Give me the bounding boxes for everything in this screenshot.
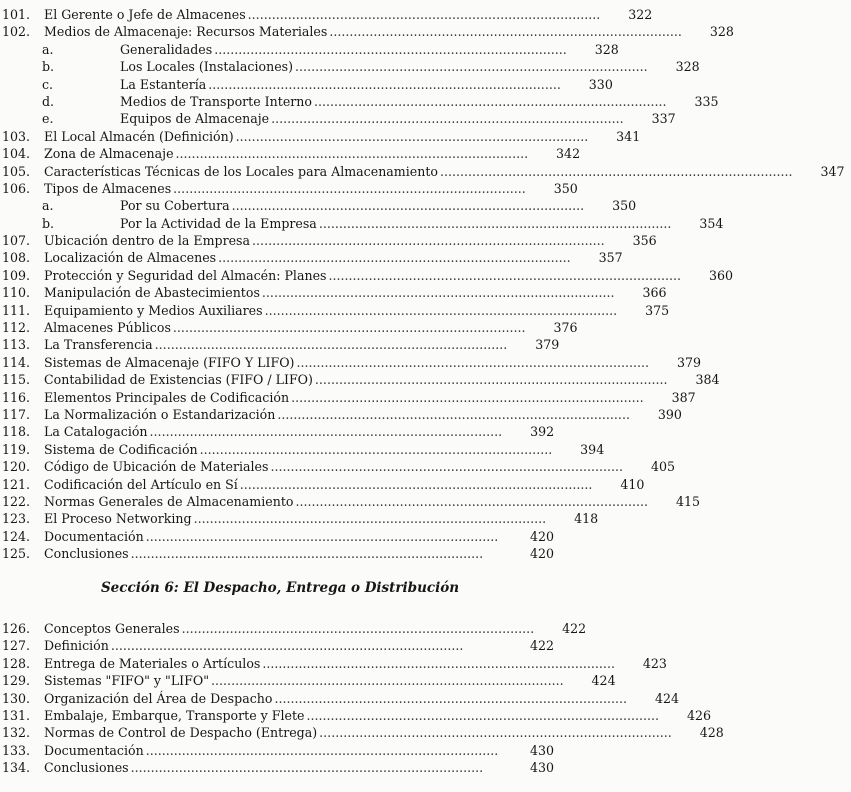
dot-leader bbox=[194, 510, 545, 527]
dot-leader bbox=[131, 759, 500, 776]
toc-entry-number: e. bbox=[42, 111, 54, 127]
dot-leader bbox=[319, 215, 670, 232]
toc-entry-page: 357 bbox=[598, 250, 623, 266]
toc-entry-number: 133. bbox=[2, 742, 31, 758]
toc-entry-number: 108. bbox=[2, 250, 31, 266]
toc-entry-title: Ubicación dentro de la Empresa bbox=[44, 233, 251, 249]
dot-leader bbox=[111, 637, 500, 654]
toc-entry-title: El Local Almacén (Definición) bbox=[44, 128, 234, 144]
toc-entry-page: 350 bbox=[612, 198, 637, 214]
toc-entry-title: Protección y Seguridad del Almacén: Planes bbox=[44, 267, 327, 283]
toc-entry-page: 430 bbox=[529, 760, 554, 776]
dot-leader bbox=[232, 197, 583, 214]
toc-entry-page: 328 bbox=[709, 24, 734, 40]
toc-entry-number: 123. bbox=[2, 511, 31, 527]
toc-entry bbox=[0, 180, 578, 197]
toc-entry-page: 342 bbox=[556, 146, 581, 162]
toc-entry bbox=[0, 249, 623, 266]
toc-subentry bbox=[0, 76, 613, 93]
toc-subentry bbox=[0, 215, 724, 232]
toc-entry-number: 132. bbox=[2, 725, 31, 741]
dot-leader bbox=[146, 528, 500, 545]
toc-entry-number: 115. bbox=[2, 372, 31, 388]
toc-entry-title: La Transferencia bbox=[44, 337, 153, 353]
dot-leader bbox=[315, 371, 666, 388]
dot-leader bbox=[319, 724, 670, 741]
toc-entry-number: 106. bbox=[2, 180, 31, 196]
toc-entry-title: Almacenes Públicos bbox=[44, 320, 171, 336]
toc-entry-page: 392 bbox=[530, 424, 555, 440]
toc-entry-title: Los Locales (Instalaciones) bbox=[120, 59, 294, 75]
toc-entry bbox=[0, 655, 667, 672]
toc-entry-page: 390 bbox=[657, 406, 682, 422]
dot-leader bbox=[176, 145, 527, 162]
toc-entry-page: 376 bbox=[553, 320, 578, 336]
toc-entry-title: Generalidades bbox=[120, 41, 213, 57]
toc-subentry bbox=[0, 41, 619, 58]
toc-subentry bbox=[0, 197, 637, 214]
toc-entry-title: La Normalización o Estandarización bbox=[44, 406, 276, 422]
toc-entry-number: 120. bbox=[2, 459, 31, 475]
toc-entry-page: 420 bbox=[529, 528, 554, 544]
toc-entry bbox=[0, 6, 653, 23]
toc-entry-number: 128. bbox=[2, 655, 31, 671]
dot-leader bbox=[440, 163, 791, 180]
toc-entry-number: 131. bbox=[2, 707, 31, 723]
toc-entry bbox=[0, 232, 657, 249]
toc-entry-page: 384 bbox=[695, 372, 720, 388]
toc-entry bbox=[0, 406, 682, 423]
toc-entry bbox=[0, 336, 560, 353]
toc-entry-number: 107. bbox=[2, 233, 31, 249]
toc-entry-page: 418 bbox=[574, 511, 599, 527]
toc-entry-page: 424 bbox=[591, 673, 616, 689]
toc-entry-number: 111. bbox=[2, 302, 31, 318]
dot-leader bbox=[214, 41, 565, 58]
toc-entry-title: Embalaje, Embarque, Transporte y Flete bbox=[44, 707, 305, 723]
toc-entry-number: 122. bbox=[2, 493, 31, 509]
toc-entry-number: 112. bbox=[2, 320, 31, 336]
toc-entry-number: 105. bbox=[2, 163, 31, 179]
toc-entry-page: 379 bbox=[535, 337, 560, 353]
toc-entry-title: Manipulación de Abastecimientos bbox=[44, 285, 260, 301]
toc-entry bbox=[0, 724, 724, 741]
dot-leader bbox=[211, 672, 562, 689]
dot-leader bbox=[208, 76, 559, 93]
dot-leader bbox=[155, 336, 506, 353]
toc-entry-title: Tipos de Almacenes bbox=[44, 180, 172, 196]
toc-entry-title: Normas Generales de Almacenamiento bbox=[44, 493, 294, 509]
toc-entry bbox=[0, 637, 560, 654]
dot-leader bbox=[146, 742, 500, 759]
toc-entry bbox=[0, 23, 734, 40]
dot-leader bbox=[200, 441, 551, 458]
toc-entry-title: Medios de Transporte Interno bbox=[120, 93, 312, 109]
toc-entry-title: Localización de Almacenes bbox=[44, 250, 217, 266]
toc-entry bbox=[0, 389, 696, 406]
toc-entry-title: La Estantería bbox=[120, 76, 207, 92]
toc-entry-title: Contabilidad de Existencias (FIFO / LIFO) bbox=[44, 372, 313, 388]
toc-entry-page: 366 bbox=[642, 285, 667, 301]
toc-entry-page: 394 bbox=[580, 441, 605, 457]
toc-entry bbox=[0, 545, 560, 562]
section-heading: Sección 6: El Despacho, Entrega o Distribución bbox=[100, 580, 460, 596]
dot-leader bbox=[295, 493, 646, 510]
toc-entry bbox=[0, 672, 616, 689]
toc-entry-title: Entrega de Materiales o Artículos bbox=[44, 655, 261, 671]
toc-entry-page: 423 bbox=[642, 655, 667, 671]
toc-entry bbox=[0, 458, 676, 475]
dot-leader bbox=[277, 406, 628, 423]
toc-entry-title: Características Técnicas de los Locales para Almacenamiento bbox=[44, 163, 438, 179]
toc-entry bbox=[0, 742, 560, 759]
toc-entry-number: 117. bbox=[2, 406, 31, 422]
toc-entry-page: 424 bbox=[654, 690, 680, 706]
toc-entry-number: 102. bbox=[2, 24, 31, 40]
toc-entry-title: Definición bbox=[44, 638, 109, 654]
toc-entry-page: 405 bbox=[650, 459, 676, 475]
toc-entry-page: 410 bbox=[620, 476, 645, 492]
toc-entry-number: 114. bbox=[2, 354, 31, 370]
dot-leader bbox=[270, 458, 621, 475]
toc-entry-page: 354 bbox=[699, 215, 724, 231]
toc-entry bbox=[0, 690, 680, 707]
toc-entry-number: 109. bbox=[2, 267, 31, 283]
toc-entry-title: El Proceso Networking bbox=[44, 511, 192, 527]
dot-leader bbox=[291, 389, 642, 406]
toc-entry-number: 124. bbox=[2, 528, 31, 544]
toc-entry-number: d. bbox=[42, 93, 55, 109]
toc-entry bbox=[0, 128, 641, 145]
toc-entry bbox=[0, 441, 605, 458]
dot-leader bbox=[295, 58, 646, 75]
toc-entry-title: Documentación bbox=[44, 742, 144, 758]
toc-entry-number: 118. bbox=[2, 424, 31, 440]
dot-leader bbox=[329, 267, 680, 284]
toc-entry-title: Documentación bbox=[44, 528, 144, 544]
toc-entry-title: Sistema de Codificación bbox=[44, 441, 198, 457]
toc-entry-title: Medios de Almacenaje: Recursos Materiales bbox=[44, 24, 328, 40]
toc-entry-page: 379 bbox=[676, 354, 702, 370]
toc-entry-title: Zona de Almacenaje bbox=[44, 146, 174, 162]
dot-leader bbox=[236, 128, 587, 145]
toc-entry bbox=[0, 354, 702, 371]
toc-entry-page: 322 bbox=[628, 7, 653, 22]
toc-entry-page: 430 bbox=[529, 742, 554, 758]
dot-leader bbox=[252, 232, 603, 249]
toc-entry bbox=[0, 284, 667, 301]
toc-entry-number: b. bbox=[42, 59, 55, 75]
toc-entry bbox=[0, 319, 578, 336]
dot-leader bbox=[173, 319, 524, 336]
toc-entry-page: 356 bbox=[632, 233, 657, 249]
toc-entry-title: Sistemas "FIFO" y "LIFO" bbox=[44, 673, 210, 689]
toc-entry-number: 119. bbox=[2, 441, 31, 457]
toc-entry-number: 116. bbox=[2, 389, 31, 405]
dot-leader bbox=[262, 284, 613, 301]
toc-entry-page: 347 bbox=[820, 163, 845, 179]
toc-entry-page: 328 bbox=[675, 59, 700, 75]
toc-entry-number: 103. bbox=[2, 128, 31, 144]
dot-leader bbox=[218, 249, 569, 266]
toc-subentry bbox=[0, 110, 676, 127]
toc-subentry bbox=[0, 58, 700, 75]
toc-entry-number: 127. bbox=[2, 638, 31, 654]
toc-entry bbox=[0, 267, 734, 284]
toc-entry-page: 360 bbox=[709, 267, 734, 283]
dot-leader bbox=[296, 354, 647, 371]
dot-leader bbox=[307, 707, 658, 724]
toc-entry-title: Elementos Principales de Codificación bbox=[44, 389, 290, 405]
dot-leader bbox=[329, 23, 680, 40]
toc-entry bbox=[0, 707, 712, 724]
toc-entry-number: 113. bbox=[2, 337, 31, 353]
toc-entry-title: Conclusiones bbox=[44, 546, 129, 562]
toc-entry-number: 134. bbox=[2, 760, 31, 776]
toc-entry-title: Conclusiones bbox=[44, 760, 129, 776]
dot-leader bbox=[182, 620, 533, 637]
toc-entry-title: La Catalogación bbox=[44, 424, 148, 440]
toc-entry-number: 130. bbox=[2, 690, 31, 706]
toc-entry bbox=[0, 476, 645, 493]
toc-entry bbox=[0, 759, 560, 776]
toc-list-part2 bbox=[0, 620, 724, 777]
toc-entry-title: Sistemas de Almacenaje (FIFO Y LIFO) bbox=[44, 354, 295, 370]
toc-entry-number: 104. bbox=[2, 146, 31, 162]
toc-entry-page: 428 bbox=[699, 725, 724, 741]
toc-entry-number: 126. bbox=[2, 621, 31, 636]
toc-entry-page: 415 bbox=[676, 493, 701, 509]
toc-entry-title: Equipamiento y Medios Auxiliares bbox=[44, 302, 263, 318]
toc-entry-title: Por la Actividad de la Empresa bbox=[120, 215, 317, 231]
toc-entry-page: 387 bbox=[671, 389, 696, 405]
dot-leader bbox=[274, 690, 625, 707]
toc-entry-title: Por su Cobertura bbox=[120, 198, 230, 214]
toc-entry-number: 110. bbox=[2, 285, 31, 301]
toc-entry-number: 129. bbox=[2, 673, 31, 689]
toc-entry-number: a. bbox=[42, 41, 54, 57]
toc-entry-number: 121. bbox=[2, 476, 31, 492]
toc-entry-title: Código de Ubicación de Materiales bbox=[44, 459, 269, 475]
dot-leader bbox=[131, 545, 500, 562]
toc-entry bbox=[0, 528, 560, 545]
dot-leader bbox=[265, 302, 616, 319]
toc-entry-page: 422 bbox=[562, 621, 587, 636]
toc-entry-title: Normas de Control de Despacho (Entrega) bbox=[44, 725, 318, 741]
toc-entry-title: Codificación del Artículo en Sí bbox=[44, 476, 238, 492]
toc-entry-title: El Gerente o Jefe de Almacenes bbox=[44, 7, 246, 22]
dot-leader bbox=[150, 423, 501, 440]
toc-entry-page: 350 bbox=[553, 180, 578, 196]
toc-entry-page: 375 bbox=[645, 302, 670, 318]
dot-leader bbox=[271, 110, 622, 127]
toc-subentry bbox=[0, 93, 719, 110]
toc-entry-number: c. bbox=[42, 76, 54, 92]
toc-entry-page: 426 bbox=[687, 707, 712, 723]
dot-leader bbox=[248, 6, 599, 23]
toc-entry-title: Conceptos Generales bbox=[44, 621, 180, 636]
toc-list-part1 bbox=[0, 6, 845, 563]
toc-entry bbox=[0, 163, 845, 180]
toc-entry-number: a. bbox=[42, 198, 54, 214]
toc-entry-page: 330 bbox=[588, 76, 613, 92]
toc-entry-page: 328 bbox=[594, 41, 619, 57]
toc-entry-page: 335 bbox=[694, 93, 719, 109]
dot-leader bbox=[262, 655, 613, 672]
toc-entry bbox=[0, 145, 581, 162]
toc-entry bbox=[0, 493, 701, 510]
toc-entry-title: Equipos de Almacenaje bbox=[120, 111, 270, 127]
toc-entry-page: 420 bbox=[529, 546, 554, 562]
toc-entry-page: 422 bbox=[529, 638, 554, 654]
toc-entry bbox=[0, 510, 599, 527]
toc-entry bbox=[0, 302, 670, 319]
dot-leader bbox=[173, 180, 524, 197]
toc-entry bbox=[0, 620, 587, 637]
toc-entry-title: Organización del Área de Despacho bbox=[44, 690, 273, 706]
toc-entry-page: 341 bbox=[616, 128, 641, 144]
dot-leader bbox=[314, 93, 665, 110]
toc-entry-number: 125. bbox=[2, 546, 31, 562]
toc-entry-number: b. bbox=[42, 215, 55, 231]
toc-entry-page: 337 bbox=[651, 111, 676, 127]
toc-entry bbox=[0, 371, 720, 388]
toc-entry-number: 101. bbox=[2, 7, 31, 22]
toc-entry bbox=[0, 423, 560, 440]
dot-leader bbox=[240, 476, 591, 493]
